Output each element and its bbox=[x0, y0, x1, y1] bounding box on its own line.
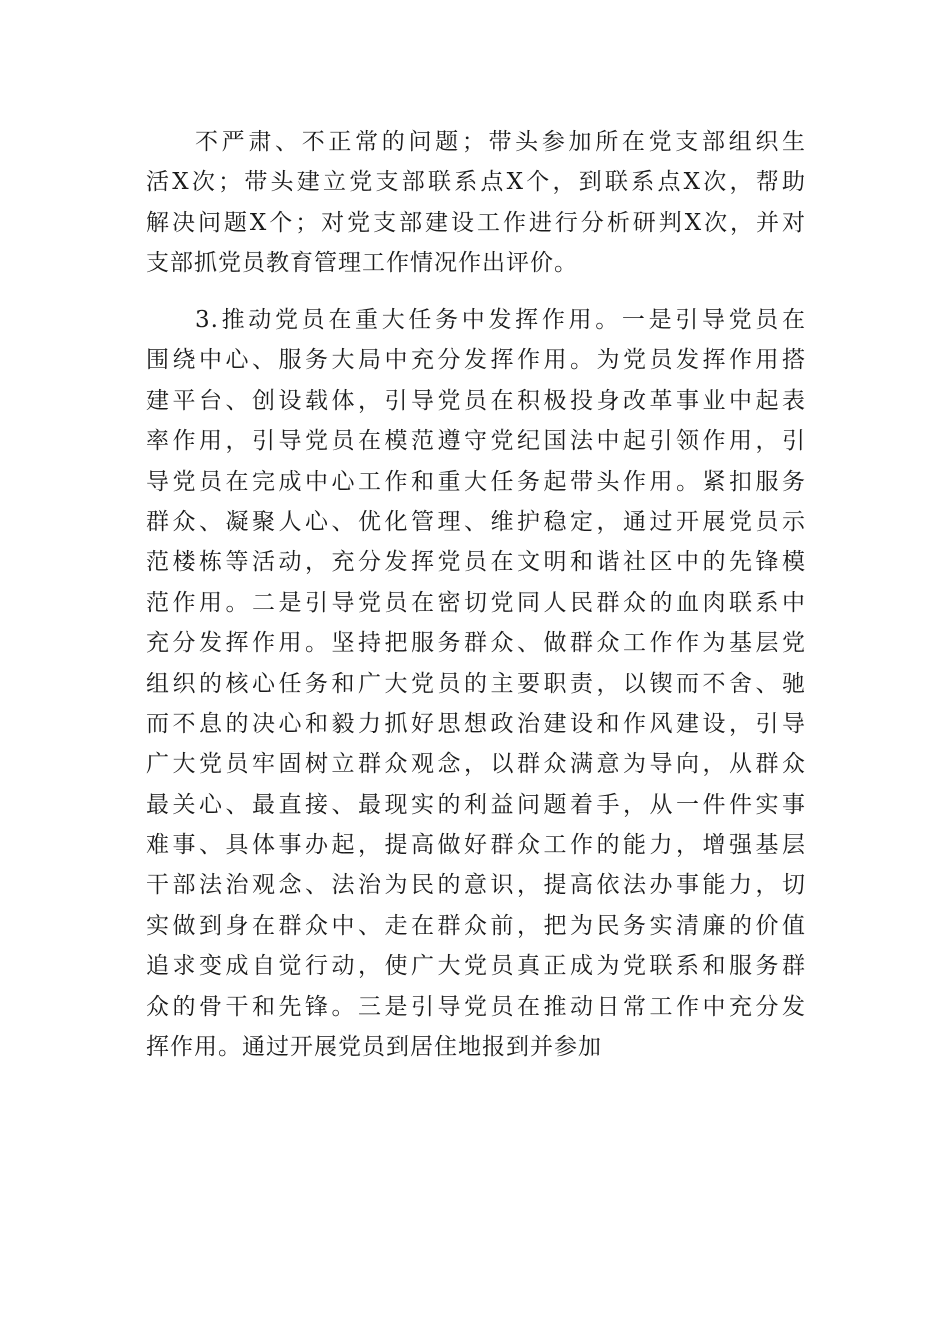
paragraph-line: 解决问题X个；对党支部建设工作进行分析研判X次，并对 bbox=[146, 209, 806, 236]
paragraph-2 bbox=[146, 300, 806, 1067]
paragraph-line: 不严肃、不正常的问题；带头参加所在党支部组织生 bbox=[195, 129, 806, 155]
paragraph-line: 最关心、最直接、最现实的利益问题着手，从一件件实事 bbox=[146, 791, 806, 818]
paragraph-line: 群众、凝聚人心、优化管理、维护稳定，通过开展党员示 bbox=[146, 508, 806, 535]
paragraph-line: 支部抓党员教育管理工作情况作出评价。 bbox=[146, 250, 578, 277]
paragraph-line: 率作用，引导党员在模范遵守党纪国法中起引领作用，引 bbox=[146, 428, 806, 455]
paragraph-line: 范作用。二是引导党员在密切党同人民群众的血肉联系中 bbox=[146, 589, 806, 616]
paragraph-line: 追求变成自觉行动，使广大党员真正成为党联系和服务群 bbox=[146, 953, 806, 980]
paragraph-1 bbox=[146, 122, 806, 284]
paragraph-line: 活X次；带头建立党支部联系点X个，到联系点X次，帮助 bbox=[146, 169, 806, 196]
paragraph-line: 组织的核心任务和广大党员的主要职责，以锲而不舍、驰 bbox=[146, 670, 806, 697]
paragraph-line: 实做到身在群众中、走在群众前，把为民务实清廉的价值 bbox=[146, 912, 806, 939]
paragraph-line: 众的骨干和先锋。三是引导党员在推动日常工作中充分发 bbox=[146, 993, 806, 1020]
paragraph-line: 挥作用。通过开展党员到居住地报到并参加 bbox=[146, 1034, 602, 1061]
paragraph-line: 广大党员牢固树立群众观念，以群众满意为导向，从群众 bbox=[146, 751, 806, 778]
paragraph-line: 干部法治观念、法治为民的意识，提高依法办事能力，切 bbox=[146, 872, 806, 899]
paragraph-line: 3.推动党员在重大任务中发挥作用。一是引导党员在 bbox=[195, 307, 806, 333]
paragraph-line: 难事、具体事办起，提高做好群众工作的能力，增强基层 bbox=[146, 832, 806, 859]
paragraph-line: 导党员在完成中心工作和重大任务起带头作用。紧扣服务 bbox=[146, 468, 806, 495]
paragraph-line: 而不息的决心和毅力抓好思想政治建设和作风建设，引导 bbox=[146, 710, 806, 737]
paragraph-line: 范楼栋等活动，充分发挥党员在文明和谐社区中的先锋模 bbox=[146, 549, 806, 576]
paragraph-line: 围绕中心、服务大局中充分发挥作用。为党员发挥作用搭 bbox=[146, 347, 806, 374]
paragraph-line: 建平台、创设载体，引导党员在积极投身改革事业中起表 bbox=[146, 387, 806, 414]
paragraph-line: 充分发挥作用。坚持把服务群众、做群众工作作为基层党 bbox=[146, 630, 806, 657]
